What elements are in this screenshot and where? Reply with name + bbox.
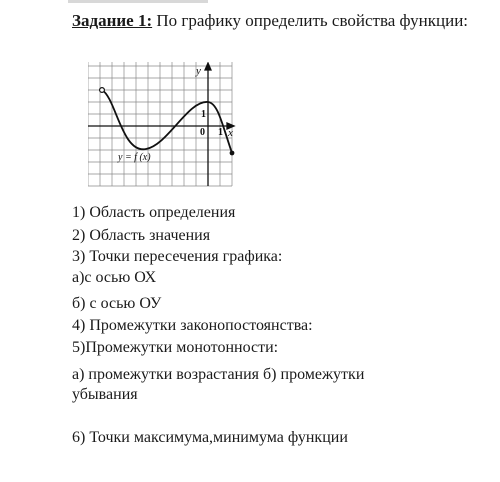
function-curve [102,90,232,153]
closed-endpoint [230,151,235,156]
open-endpoint [100,88,105,93]
question-3a: а)с осью ОХ [72,269,157,286]
question-3: 3) Точки пересечения графика: [72,248,283,265]
question-5: 5)Промежутки монотонности: [72,339,279,356]
function-label: y = f (x) [118,152,151,163]
graph-grid [88,62,232,186]
task-label: Задание 1: [72,11,153,30]
x-tick-1: 1 [218,127,223,138]
question-4: 4) Промежутки законопостоянства: [72,317,313,334]
question-1: 1) Область определения [72,204,236,221]
task-text: По графику определить свойства функции: [156,11,469,30]
task-heading [72,10,472,32]
x-axis-label: x [228,127,233,139]
y-axis-arrow [205,63,211,70]
origin-label: 0 [200,127,205,138]
cropped-text-fragment [68,0,208,3]
y-tick-1: 1 [201,109,206,120]
question-6: 6) Точки максимума,минимума функции [72,429,348,446]
function-graph [88,62,238,190]
y-axis-label: y [196,65,201,77]
question-2: 2) Область значения [72,227,211,244]
question-5a: а) промежутки возрастания б) промежутки убывания [72,366,365,403]
question-3b: б) с осью ОУ [72,295,162,312]
